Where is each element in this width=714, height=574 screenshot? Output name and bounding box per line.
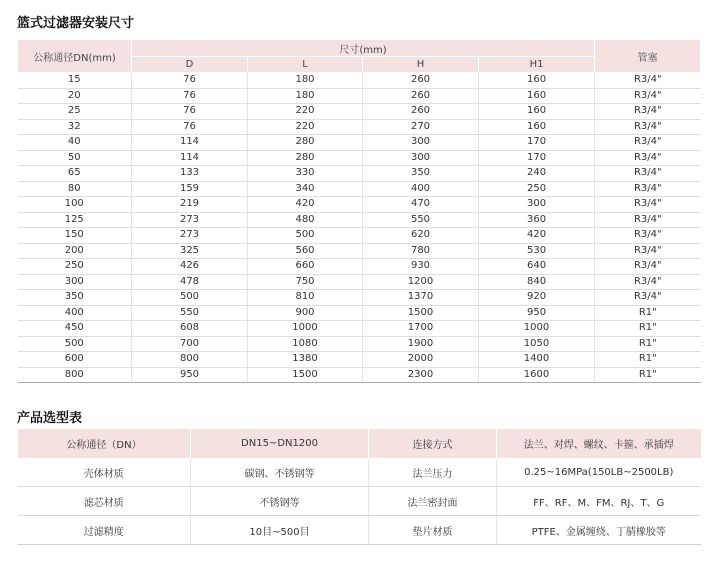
cell-h: 260	[363, 104, 479, 120]
label-cell: 滤芯材质	[18, 487, 191, 516]
cell-plug: R3/4"	[595, 228, 701, 244]
cell-dn: 300	[18, 274, 132, 290]
cell-l: 810	[248, 290, 363, 306]
table-row	[18, 197, 701, 213]
cell-plug: R3/4"	[595, 88, 701, 104]
table-row	[18, 458, 701, 487]
cell-d: 500	[132, 290, 248, 306]
cell-h: 350	[363, 166, 479, 182]
cell-h: 470	[363, 197, 479, 213]
cell-h1: 530	[479, 243, 595, 259]
cell-h1: 240	[479, 166, 595, 182]
cell-plug: R3/4"	[595, 197, 701, 213]
label-cell: 法兰密封面	[369, 487, 497, 516]
cell-d: 325	[132, 243, 248, 259]
cell-d: 550	[132, 305, 248, 321]
cell-dn: 400	[18, 305, 132, 321]
cell-plug: R1"	[595, 305, 701, 321]
cell-l: 340	[248, 181, 363, 197]
cell-h: 550	[363, 212, 479, 228]
value-cell: 碳钢、不锈钢等	[191, 458, 369, 487]
cell-d: 159	[132, 181, 248, 197]
cell-h1: 1400	[479, 352, 595, 368]
cell-h1: 250	[479, 181, 595, 197]
cell-plug: R3/4"	[595, 73, 701, 89]
cell-h: 2000	[363, 352, 479, 368]
table-row	[18, 290, 701, 306]
cell-h: 930	[363, 259, 479, 275]
cell-h1: 300	[479, 197, 595, 213]
table-row	[18, 429, 701, 458]
label-cell: 公称通径（DN）	[18, 429, 191, 458]
header-dn: 公称通径DN(mm)	[18, 40, 132, 73]
cell-h: 780	[363, 243, 479, 259]
table-row	[18, 150, 701, 166]
cell-dn: 100	[18, 197, 132, 213]
label-cell: 法兰压力	[369, 458, 497, 487]
cell-h1: 920	[479, 290, 595, 306]
table-row	[18, 321, 701, 337]
cell-plug: R3/4"	[595, 243, 701, 259]
cell-dn: 600	[18, 352, 132, 368]
cell-dn: 500	[18, 336, 132, 352]
header-h1: H1	[479, 57, 595, 73]
cell-h: 1500	[363, 305, 479, 321]
cell-h1: 170	[479, 135, 595, 151]
cell-plug: R3/4"	[595, 150, 701, 166]
cell-h: 260	[363, 73, 479, 89]
cell-h1: 950	[479, 305, 595, 321]
cell-d: 114	[132, 150, 248, 166]
cell-d: 608	[132, 321, 248, 337]
cell-h1: 1000	[479, 321, 595, 337]
table-row	[18, 274, 701, 290]
table-row	[18, 243, 701, 259]
cell-h1: 360	[479, 212, 595, 228]
cell-h1: 1600	[479, 367, 595, 383]
cell-dn: 15	[18, 73, 132, 89]
cell-l: 280	[248, 150, 363, 166]
cell-h1: 160	[479, 104, 595, 120]
cell-dn: 150	[18, 228, 132, 244]
install-dimensions-table	[17, 40, 701, 383]
cell-h: 400	[363, 181, 479, 197]
cell-d: 76	[132, 104, 248, 120]
table-row	[18, 119, 701, 135]
cell-h1: 840	[479, 274, 595, 290]
header-d: D	[132, 57, 248, 73]
cell-dn: 450	[18, 321, 132, 337]
cell-dn: 80	[18, 181, 132, 197]
value-cell: FF、RF、M、FM、RJ、T、G	[497, 487, 701, 516]
cell-plug: R3/4"	[595, 166, 701, 182]
header-plug: 管塞	[595, 40, 701, 73]
cell-dn: 20	[18, 88, 132, 104]
cell-dn: 350	[18, 290, 132, 306]
cell-l: 1500	[248, 367, 363, 383]
table-row	[18, 352, 701, 368]
cell-h1: 160	[479, 119, 595, 135]
table-row	[18, 228, 701, 244]
cell-plug: R3/4"	[595, 135, 701, 151]
header-l: L	[248, 57, 363, 73]
cell-h1: 160	[479, 73, 595, 89]
cell-l: 220	[248, 119, 363, 135]
table-row	[18, 487, 701, 516]
cell-h: 1200	[363, 274, 479, 290]
cell-plug: R1"	[595, 352, 701, 368]
cell-d: 700	[132, 336, 248, 352]
cell-d: 426	[132, 259, 248, 275]
cell-dn: 25	[18, 104, 132, 120]
cell-plug: R1"	[595, 367, 701, 383]
cell-l: 330	[248, 166, 363, 182]
table-row	[18, 104, 701, 120]
cell-l: 220	[248, 104, 363, 120]
table-row	[18, 166, 701, 182]
header-h: H	[363, 57, 479, 73]
cell-h: 270	[363, 119, 479, 135]
value-cell: 10目~500目	[191, 516, 369, 545]
cell-l: 660	[248, 259, 363, 275]
cell-d: 114	[132, 135, 248, 151]
table-row	[18, 88, 701, 104]
cell-dn: 200	[18, 243, 132, 259]
cell-l: 280	[248, 135, 363, 151]
cell-h: 260	[363, 88, 479, 104]
cell-h: 300	[363, 150, 479, 166]
cell-d: 478	[132, 274, 248, 290]
cell-d: 76	[132, 88, 248, 104]
cell-plug: R3/4"	[595, 119, 701, 135]
cell-dn: 40	[18, 135, 132, 151]
cell-l: 1000	[248, 321, 363, 337]
cell-d: 76	[132, 119, 248, 135]
cell-plug: R3/4"	[595, 290, 701, 306]
cell-d: 76	[132, 73, 248, 89]
value-cell: 不锈钢等	[191, 487, 369, 516]
cell-d: 800	[132, 352, 248, 368]
table-row	[18, 259, 701, 275]
label-cell: 垫片材质	[369, 516, 497, 545]
cell-h: 300	[363, 135, 479, 151]
cell-plug: R3/4"	[595, 274, 701, 290]
cell-plug: R3/4"	[595, 104, 701, 120]
cell-d: 273	[132, 212, 248, 228]
cell-dn: 800	[18, 367, 132, 383]
cell-l: 180	[248, 88, 363, 104]
cell-plug: R1"	[595, 321, 701, 337]
cell-d: 133	[132, 166, 248, 182]
cell-h: 1900	[363, 336, 479, 352]
cell-h: 1370	[363, 290, 479, 306]
cell-l: 900	[248, 305, 363, 321]
cell-dn: 250	[18, 259, 132, 275]
cell-d: 273	[132, 228, 248, 244]
value-cell: 法兰、对焊、螺纹、卡箍、承插焊	[497, 429, 701, 458]
value-cell: PTFE、金属缠绕、丁腈橡胶等	[497, 516, 701, 545]
cell-h1: 160	[479, 88, 595, 104]
cell-l: 750	[248, 274, 363, 290]
table-row	[18, 516, 701, 545]
cell-h1: 640	[479, 259, 595, 275]
cell-h1: 420	[479, 228, 595, 244]
cell-l: 1380	[248, 352, 363, 368]
cell-h1: 170	[479, 150, 595, 166]
cell-plug: R3/4"	[595, 181, 701, 197]
cell-l: 1080	[248, 336, 363, 352]
value-cell: DN15~DN1200	[191, 429, 369, 458]
cell-dn: 65	[18, 166, 132, 182]
cell-plug: R3/4"	[595, 259, 701, 275]
selection-table-title: 产品选型表	[17, 411, 83, 426]
table-row	[18, 367, 701, 383]
label-cell: 壳体材质	[18, 458, 191, 487]
cell-h1: 1050	[479, 336, 595, 352]
cell-plug: R3/4"	[595, 212, 701, 228]
header-dimensions: 尺寸(mm)	[132, 40, 595, 57]
cell-h: 2300	[363, 367, 479, 383]
cell-l: 500	[248, 228, 363, 244]
table-row	[18, 336, 701, 352]
cell-plug: R1"	[595, 336, 701, 352]
label-cell: 连接方式	[369, 429, 497, 458]
cell-h: 620	[363, 228, 479, 244]
install-table-body	[18, 73, 701, 383]
table-row	[18, 181, 701, 197]
cell-l: 180	[248, 73, 363, 89]
table-row	[18, 212, 701, 228]
value-cell: 0.25~16MPa(150LB~2500LB)	[497, 458, 701, 487]
install-table-title: 篮式过滤器安装尺寸	[17, 16, 135, 31]
product-selection-table	[17, 429, 701, 545]
cell-l: 420	[248, 197, 363, 213]
cell-dn: 125	[18, 212, 132, 228]
label-cell: 过滤精度	[18, 516, 191, 545]
cell-l: 560	[248, 243, 363, 259]
table-row	[18, 73, 701, 89]
selection-table-body	[18, 429, 701, 545]
cell-d: 219	[132, 197, 248, 213]
cell-d: 950	[132, 367, 248, 383]
table-row	[18, 305, 701, 321]
cell-dn: 50	[18, 150, 132, 166]
table-row	[18, 135, 701, 151]
cell-dn: 32	[18, 119, 132, 135]
cell-h: 1700	[363, 321, 479, 337]
cell-l: 480	[248, 212, 363, 228]
